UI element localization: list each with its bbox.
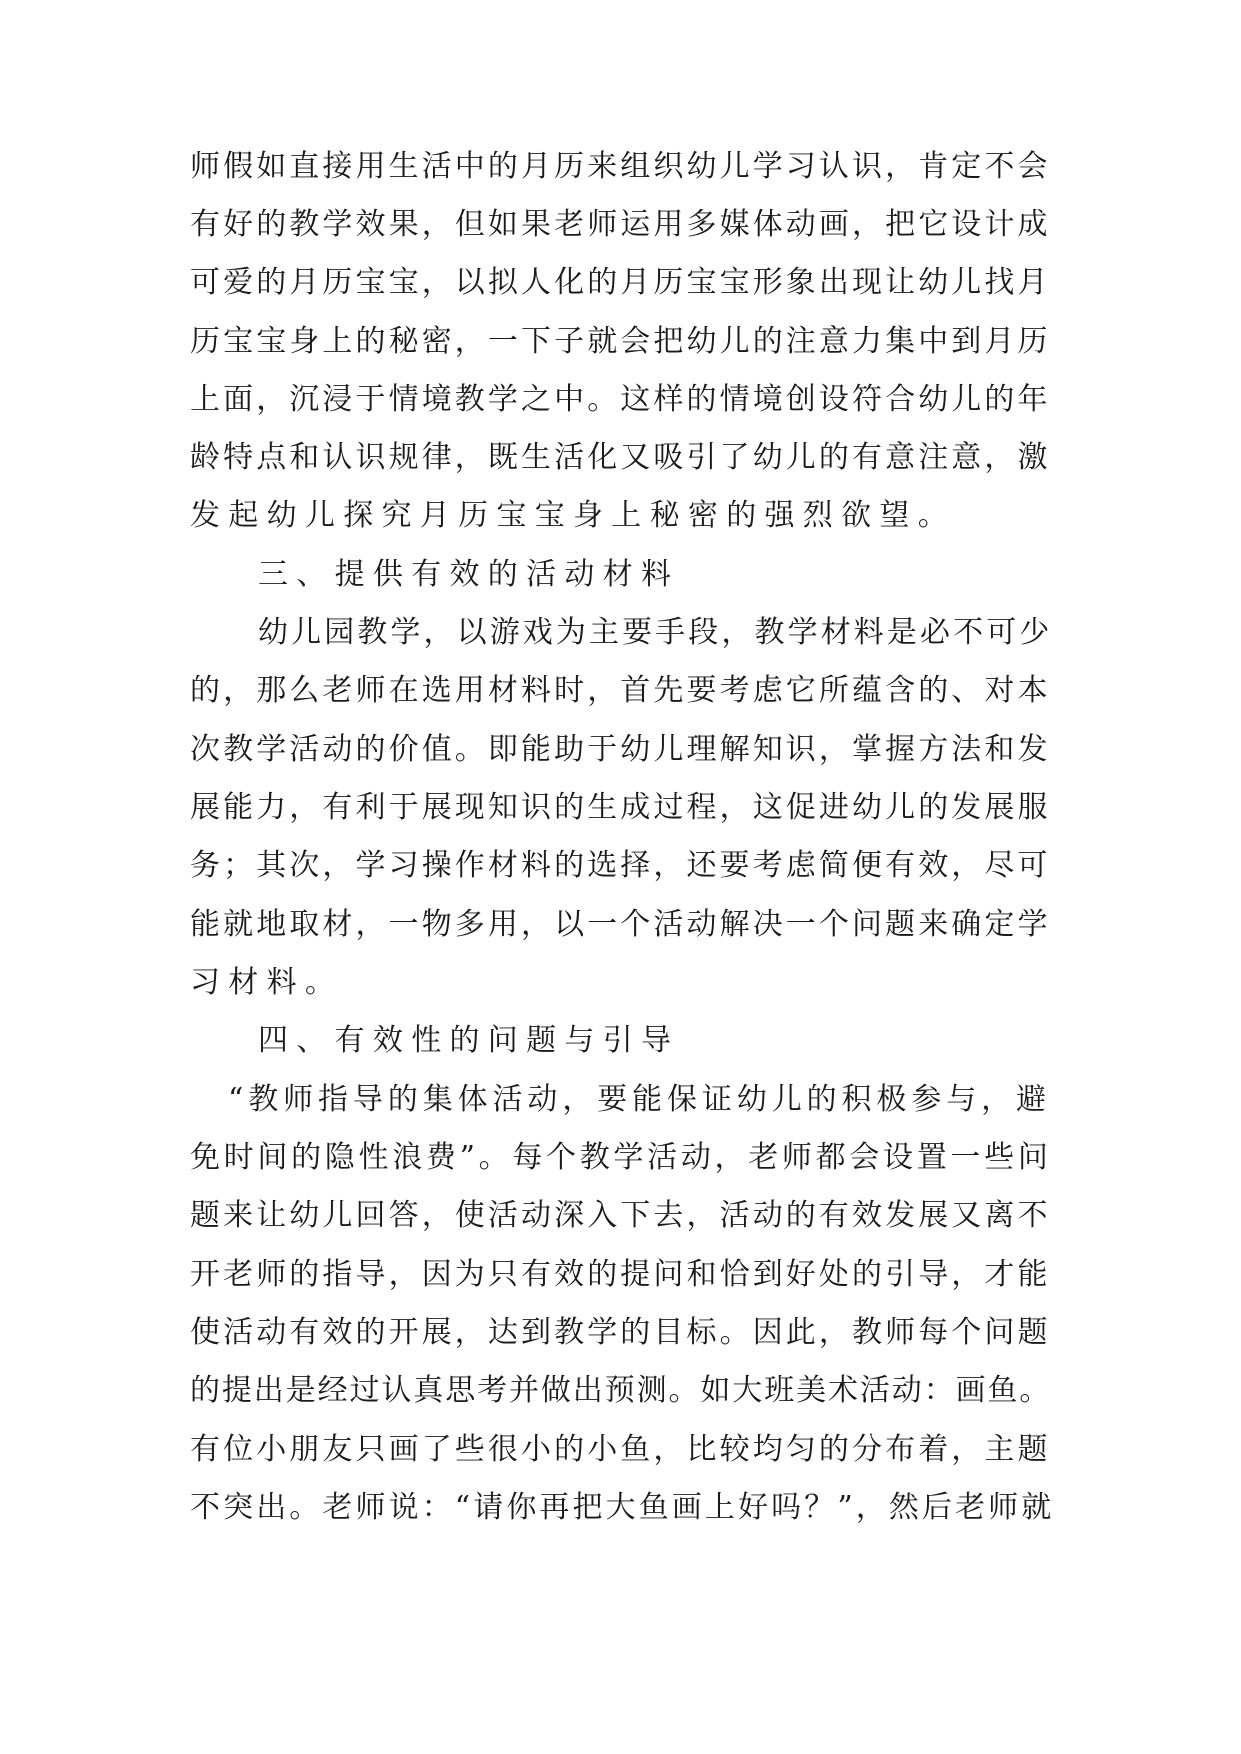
- text-line: 能就地取材，一物多用，以一个活动解决一个问题来确定学: [190, 907, 1051, 942]
- text-line: 历宝宝身上的秘密，一下子就会把幼儿的注意力集中到月历: [190, 324, 1051, 359]
- text-line: 有位小朋友只画了些很小的小鱼，比较均匀的分布着，主题: [190, 1432, 1051, 1467]
- text-line: 的，那么老师在选用材料时，首先要考虑它所蕴含的、对本: [190, 673, 1051, 708]
- text-line: 发起幼儿探究月历宝宝身上秘密的强烈欲望。: [190, 498, 956, 533]
- text-line: 习材料。: [190, 965, 344, 1000]
- text-line: 展能力，有利于展现知识的生成过程，这促进幼儿的发展服: [190, 790, 1051, 825]
- text-line: 免时间的隐性浪费”。每个教学活动，老师都会设置一些问: [190, 1140, 1052, 1175]
- text-line: 的提出是经过认真思考并做出预测。如大班美术活动：画鱼。: [190, 1373, 1052, 1408]
- text-line: 题来让幼儿回答，使活动深入下去，活动的有效发展又离不: [190, 1198, 1051, 1233]
- text-line: 可爱的月历宝宝，以拟人化的月历宝宝形象出现让幼儿找月: [190, 265, 1051, 300]
- text-line: 幼儿园教学，以游戏为主要手段，教学材料是必不可少: [258, 615, 1053, 650]
- text-line: 开老师的指导，因为只有效的提问和恰到好处的引导，才能: [190, 1257, 1051, 1292]
- text-line: “教师指导的集体活动，要能保证幼儿的积极参与，避: [228, 1082, 1051, 1117]
- section-heading: 三、提供有效的活动材料: [258, 557, 680, 592]
- text-line: 不突出。老师说：“请你再把大鱼画上好吗？”，然后老师就: [190, 1490, 1055, 1525]
- text-line: 使活动有效的开展，达到教学的目标。因此，教师每个问题: [190, 1315, 1051, 1350]
- text-line: 上面，沉浸于情境教学之中。这样的情境创设符合幼儿的年: [190, 382, 1051, 417]
- text-line: 有好的教学效果，但如果老师运用多媒体动画，把它设计成: [190, 207, 1051, 242]
- section-heading: 四、有效性的问题与引导: [258, 1023, 680, 1058]
- text-line: 务；其次，学习操作材料的选择，还要考虑简便有效，尽可: [190, 848, 1051, 883]
- text-line: 龄特点和认识规律，既生活化又吸引了幼儿的有意注意，激: [190, 440, 1051, 475]
- text-line: 师假如直接用生活中的月历来组织幼儿学习认识，肯定不会: [190, 149, 1051, 184]
- text-line: 次教学活动的价值。即能助于幼儿理解知识，掌握方法和发: [190, 732, 1051, 767]
